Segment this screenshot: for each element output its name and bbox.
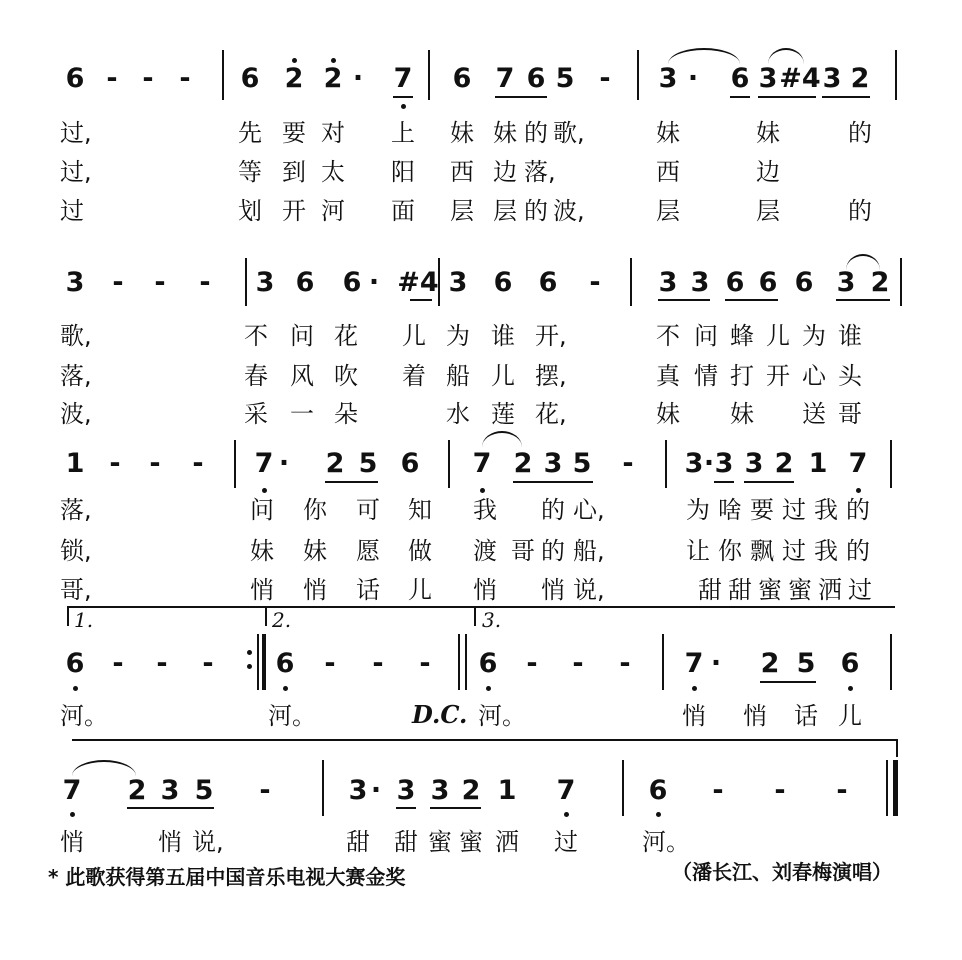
lyric: 情 bbox=[694, 362, 718, 390]
lyric: 要 bbox=[282, 119, 306, 147]
lyric: 锁, bbox=[60, 537, 92, 565]
note: 3 bbox=[160, 775, 180, 806]
lyric: 哥 bbox=[838, 400, 862, 428]
note: 6 bbox=[538, 267, 558, 298]
lyric: 话 bbox=[356, 576, 380, 604]
tie bbox=[668, 48, 740, 64]
lyric: 船 bbox=[446, 362, 470, 390]
lyric: 划 bbox=[238, 197, 262, 225]
lyric: 蜜 bbox=[758, 576, 782, 604]
note: 6 bbox=[400, 448, 420, 479]
lyric: 过 bbox=[782, 496, 806, 524]
note: 2 bbox=[850, 63, 870, 94]
note: · bbox=[710, 648, 722, 679]
note: - bbox=[372, 648, 384, 679]
note: - bbox=[589, 267, 601, 298]
lyric: 的 bbox=[846, 496, 870, 524]
underline bbox=[127, 807, 214, 809]
underline bbox=[822, 96, 870, 98]
lyric: 哥 bbox=[511, 537, 535, 565]
lyric: 先 bbox=[238, 119, 262, 147]
barline bbox=[900, 258, 902, 306]
repeat-dot bbox=[247, 664, 252, 669]
barline bbox=[222, 50, 224, 100]
lyric: 河。 bbox=[60, 702, 108, 730]
lyric: 问 bbox=[290, 322, 314, 350]
note: 6 bbox=[240, 63, 260, 94]
lyric: 悄 bbox=[60, 828, 84, 856]
note: - bbox=[142, 63, 154, 94]
note: · bbox=[368, 267, 380, 298]
lyric: 的 bbox=[848, 197, 872, 225]
note: - bbox=[324, 648, 336, 679]
octave-dot bbox=[856, 488, 861, 493]
note: 2 bbox=[513, 448, 533, 479]
barline bbox=[630, 258, 632, 306]
octave-dot bbox=[292, 58, 297, 63]
barline bbox=[893, 760, 898, 816]
lyric: 一 bbox=[290, 400, 314, 428]
lyric: 甜 bbox=[728, 576, 752, 604]
note: 6 bbox=[758, 267, 778, 298]
lyric: 妹 bbox=[756, 119, 780, 147]
note: 6 bbox=[725, 267, 745, 298]
lyric: 你 bbox=[718, 537, 742, 565]
lyric: 话 bbox=[794, 702, 818, 730]
award-note: * 此歌获得第五届中国音乐电视大赛金奖 bbox=[48, 865, 406, 889]
lyric: 歌, bbox=[60, 322, 92, 350]
lyric: 阳 bbox=[391, 158, 415, 186]
lyric: 开 bbox=[282, 197, 306, 225]
barline bbox=[622, 760, 624, 816]
underline bbox=[758, 96, 816, 98]
note: 7 bbox=[472, 448, 492, 479]
lyric: 层 bbox=[493, 197, 517, 225]
underline bbox=[760, 681, 816, 683]
note: #4 bbox=[779, 63, 821, 94]
lyric: 着 bbox=[402, 362, 426, 390]
lyric: 层 bbox=[656, 197, 680, 225]
note: #4 bbox=[397, 267, 439, 298]
lyric: 送 bbox=[802, 400, 826, 428]
underline bbox=[325, 481, 378, 483]
lyric: 过 bbox=[60, 197, 84, 225]
note: - bbox=[774, 775, 786, 806]
lyric: 飘 bbox=[750, 537, 774, 565]
note: 6 bbox=[730, 63, 750, 94]
note: 2 bbox=[325, 448, 345, 479]
note: 3 bbox=[822, 63, 842, 94]
barline bbox=[428, 50, 430, 100]
lyric: 水 bbox=[446, 400, 470, 428]
lyric: 妹 bbox=[730, 400, 754, 428]
octave-dot bbox=[73, 686, 78, 691]
barline bbox=[890, 440, 892, 488]
repeat-dot bbox=[247, 650, 252, 655]
lyric: 悄 bbox=[682, 702, 706, 730]
note: 1 bbox=[497, 775, 517, 806]
note: - bbox=[199, 267, 211, 298]
barline bbox=[662, 634, 664, 690]
note: 5 bbox=[194, 775, 214, 806]
note: · bbox=[278, 448, 290, 479]
barline bbox=[262, 634, 266, 690]
note: 3 bbox=[836, 267, 856, 298]
lyric: 我 bbox=[473, 496, 497, 524]
underline bbox=[513, 481, 593, 483]
note: - bbox=[599, 63, 611, 94]
note: 3 bbox=[543, 448, 563, 479]
octave-dot bbox=[692, 686, 697, 691]
lyric: 过, bbox=[60, 119, 92, 147]
note: 2 bbox=[461, 775, 481, 806]
note: 7 bbox=[684, 648, 704, 679]
performers-credit: （潘长江、刘春梅演唱） bbox=[672, 860, 892, 884]
underline bbox=[725, 299, 778, 301]
lyric: 儿 bbox=[402, 322, 426, 350]
volta-bracket bbox=[67, 606, 895, 608]
octave-dot bbox=[401, 104, 406, 109]
lyric: 的 bbox=[541, 496, 565, 524]
tie bbox=[768, 48, 804, 64]
note: - bbox=[179, 63, 191, 94]
lyric: 波, bbox=[60, 400, 92, 428]
lyric: 头 bbox=[838, 362, 862, 390]
note: 5 bbox=[572, 448, 592, 479]
note: 7 bbox=[393, 63, 413, 94]
lyric: 儿 bbox=[491, 362, 515, 390]
octave-dot bbox=[480, 488, 485, 493]
lyric: 到 bbox=[282, 158, 306, 186]
lyric: 蜜 bbox=[788, 576, 812, 604]
note: 7 bbox=[254, 448, 274, 479]
note: 2 bbox=[127, 775, 147, 806]
volta-bracket bbox=[72, 739, 898, 741]
lyric: 河 bbox=[321, 197, 345, 225]
lyric: 河。 bbox=[642, 828, 690, 856]
volta-bracket bbox=[896, 739, 898, 757]
note: 3 bbox=[744, 448, 764, 479]
note: 6 bbox=[840, 648, 860, 679]
lyric: 心 bbox=[802, 362, 826, 390]
note: 3 bbox=[430, 775, 450, 806]
lyric: 悄 bbox=[158, 828, 182, 856]
underline bbox=[744, 481, 794, 483]
note: 2 bbox=[760, 648, 780, 679]
lyric: 的 bbox=[846, 537, 870, 565]
note: 3 bbox=[758, 63, 778, 94]
lyric: 真 bbox=[656, 362, 680, 390]
lyric: 风 bbox=[290, 362, 314, 390]
note: - bbox=[156, 648, 168, 679]
lyric: 洒 bbox=[495, 828, 519, 856]
note: - bbox=[106, 63, 118, 94]
lyric: 悄 bbox=[250, 576, 274, 604]
note: 1 bbox=[808, 448, 828, 479]
lyric: 说, bbox=[192, 828, 224, 856]
note: - bbox=[112, 267, 124, 298]
note: 3 bbox=[658, 63, 678, 94]
lyric: 洒 bbox=[818, 576, 842, 604]
lyric: 不 bbox=[656, 322, 680, 350]
note: - bbox=[622, 448, 634, 479]
lyric: 我 bbox=[814, 537, 838, 565]
barline bbox=[890, 634, 892, 690]
note: 6 bbox=[648, 775, 668, 806]
lyric: 谁 bbox=[838, 322, 862, 350]
lyric: 开 bbox=[766, 362, 790, 390]
note: 6 bbox=[794, 267, 814, 298]
note: 3 bbox=[65, 267, 85, 298]
lyric: 春 bbox=[244, 362, 268, 390]
lyric: 过 bbox=[554, 828, 578, 856]
lyric: 儿 bbox=[838, 702, 862, 730]
note: 2 bbox=[323, 63, 343, 94]
note: 6 bbox=[493, 267, 513, 298]
barline bbox=[448, 440, 450, 488]
note: - bbox=[419, 648, 431, 679]
note: 7 bbox=[556, 775, 576, 806]
barline bbox=[458, 634, 460, 690]
lyric: 不 bbox=[244, 322, 268, 350]
volta-bracket bbox=[474, 606, 476, 626]
note: 6 bbox=[478, 648, 498, 679]
lyric: 对 bbox=[321, 119, 345, 147]
note: 6 bbox=[452, 63, 472, 94]
lyric: 花 bbox=[334, 322, 358, 350]
lyric: 妹 bbox=[493, 119, 517, 147]
note: · bbox=[687, 63, 699, 94]
lyric: 知 bbox=[408, 496, 432, 524]
note: - bbox=[202, 648, 214, 679]
lyric: 甜 bbox=[698, 576, 722, 604]
da-capo-mark: D.C. bbox=[412, 700, 468, 729]
lyric: 可 bbox=[356, 496, 380, 524]
note: 7 bbox=[848, 448, 868, 479]
note: 3 bbox=[714, 448, 734, 479]
underline bbox=[495, 96, 547, 98]
note: 5 bbox=[555, 63, 575, 94]
lyric: 开, bbox=[535, 322, 567, 350]
lyric: 边 bbox=[493, 158, 517, 186]
note: · bbox=[703, 448, 715, 479]
lyric: 妹 bbox=[250, 537, 274, 565]
lyric: 等 bbox=[238, 158, 262, 186]
underline bbox=[393, 96, 413, 98]
lyric: 吹 bbox=[334, 362, 358, 390]
octave-dot bbox=[848, 686, 853, 691]
note: - bbox=[149, 448, 161, 479]
barline bbox=[465, 634, 467, 690]
lyric: 过, bbox=[60, 158, 92, 186]
note: 3 bbox=[396, 775, 416, 806]
lyric: 过 bbox=[782, 537, 806, 565]
lyric: 西 bbox=[450, 158, 474, 186]
lyric: 说, bbox=[573, 576, 605, 604]
lyric: 歌, bbox=[553, 119, 585, 147]
note: - bbox=[192, 448, 204, 479]
underline bbox=[658, 299, 710, 301]
note: · bbox=[370, 775, 382, 806]
lyric: 悄 bbox=[743, 702, 767, 730]
lyric: 河。 bbox=[478, 702, 526, 730]
underline bbox=[836, 299, 890, 301]
note: 7 bbox=[495, 63, 515, 94]
note: - bbox=[712, 775, 724, 806]
lyric: 问 bbox=[694, 322, 718, 350]
lyric: 河。 bbox=[268, 702, 316, 730]
note: 3 bbox=[448, 267, 468, 298]
lyric: 悄 bbox=[541, 576, 565, 604]
lyric: 面 bbox=[391, 197, 415, 225]
lyric: 哥, bbox=[60, 576, 92, 604]
volta-bracket bbox=[67, 606, 69, 626]
lyric: 让 bbox=[686, 537, 710, 565]
barline bbox=[234, 440, 236, 488]
volta-bracket bbox=[265, 606, 267, 626]
lyric: 甜 bbox=[346, 828, 370, 856]
note: 6 bbox=[342, 267, 362, 298]
octave-dot bbox=[70, 812, 75, 817]
note: - bbox=[109, 448, 121, 479]
note: 1 bbox=[65, 448, 85, 479]
lyric: 落, bbox=[60, 496, 92, 524]
lyric: 莲 bbox=[491, 400, 515, 428]
lyric: 蜜 bbox=[428, 828, 452, 856]
lyric: 为 bbox=[446, 322, 470, 350]
lyric: 落, bbox=[60, 362, 92, 390]
barline bbox=[245, 258, 247, 306]
barline bbox=[886, 760, 888, 816]
lyric: 打 bbox=[730, 362, 754, 390]
note: 6 bbox=[65, 648, 85, 679]
barline bbox=[322, 760, 324, 816]
underline bbox=[714, 481, 734, 483]
lyric: 花, bbox=[535, 400, 567, 428]
note: 3 bbox=[348, 775, 368, 806]
lyric: 船, bbox=[573, 537, 605, 565]
lyric: 儿 bbox=[408, 576, 432, 604]
lyric: 太 bbox=[321, 158, 345, 186]
barline bbox=[895, 50, 897, 100]
lyric: 要 bbox=[750, 496, 774, 524]
lyric: 问 bbox=[250, 496, 274, 524]
underline bbox=[396, 807, 416, 809]
lyric: 的 bbox=[541, 537, 565, 565]
lyric: 为 bbox=[802, 322, 826, 350]
lyric: 做 bbox=[408, 537, 432, 565]
lyric: 的 bbox=[524, 197, 548, 225]
lyric: 我 bbox=[814, 496, 838, 524]
note: 6 bbox=[295, 267, 315, 298]
note: 3 bbox=[255, 267, 275, 298]
lyric: 蜜 bbox=[459, 828, 483, 856]
lyric: 为 bbox=[686, 496, 710, 524]
lyric: 朵 bbox=[334, 400, 358, 428]
lyric: 儿 bbox=[766, 322, 790, 350]
note: 5 bbox=[796, 648, 816, 679]
octave-dot bbox=[656, 812, 661, 817]
lyric: 层 bbox=[450, 197, 474, 225]
lyric: 过 bbox=[848, 576, 872, 604]
lyric: 采 bbox=[244, 400, 268, 428]
octave-dot bbox=[331, 58, 336, 63]
note: 2 bbox=[870, 267, 890, 298]
note: - bbox=[526, 648, 538, 679]
note: - bbox=[259, 775, 271, 806]
note: 7 bbox=[62, 775, 82, 806]
lyric: 妹 bbox=[656, 400, 680, 428]
tie bbox=[482, 431, 522, 447]
note: 3 bbox=[690, 267, 710, 298]
lyric: 波, bbox=[553, 197, 585, 225]
lyric: 边 bbox=[756, 158, 780, 186]
note: 6 bbox=[275, 648, 295, 679]
note: - bbox=[154, 267, 166, 298]
tie bbox=[846, 254, 880, 270]
note: 5 bbox=[358, 448, 378, 479]
lyric: 渡 bbox=[473, 537, 497, 565]
note: 3 bbox=[658, 267, 678, 298]
barline bbox=[257, 634, 259, 690]
underline bbox=[410, 299, 432, 301]
volta-label: 3. bbox=[482, 608, 502, 632]
volta-label: 2. bbox=[272, 608, 292, 632]
tie bbox=[72, 760, 136, 776]
lyric: 你 bbox=[303, 496, 327, 524]
octave-dot bbox=[486, 686, 491, 691]
lyric: 摆, bbox=[535, 362, 567, 390]
octave-dot bbox=[262, 488, 267, 493]
note: 6 bbox=[526, 63, 546, 94]
underline bbox=[730, 96, 750, 98]
lyric: 愿 bbox=[356, 537, 380, 565]
lyric: 的 bbox=[848, 119, 872, 147]
octave-dot bbox=[283, 686, 288, 691]
note: · bbox=[352, 63, 364, 94]
underline bbox=[430, 807, 481, 809]
lyric: 的 bbox=[524, 119, 548, 147]
lyric: 妹 bbox=[450, 119, 474, 147]
note: - bbox=[619, 648, 631, 679]
lyric: 西 bbox=[656, 158, 680, 186]
lyric: 蜂 bbox=[730, 322, 754, 350]
note: - bbox=[572, 648, 584, 679]
note: 2 bbox=[284, 63, 304, 94]
lyric: 悄 bbox=[303, 576, 327, 604]
barline bbox=[637, 50, 639, 100]
lyric: 妹 bbox=[303, 537, 327, 565]
lyric: 落, bbox=[524, 158, 556, 186]
lyric: 层 bbox=[756, 197, 780, 225]
note: 2 bbox=[774, 448, 794, 479]
octave-dot bbox=[564, 812, 569, 817]
lyric: 妹 bbox=[656, 119, 680, 147]
lyric: 谁 bbox=[491, 322, 515, 350]
volta-label: 1. bbox=[74, 608, 94, 632]
lyric: 心, bbox=[573, 496, 605, 524]
note: 3 bbox=[684, 448, 704, 479]
note: - bbox=[836, 775, 848, 806]
lyric: 啥 bbox=[718, 496, 742, 524]
note: - bbox=[112, 648, 124, 679]
barline bbox=[665, 440, 667, 488]
note: 6 bbox=[65, 63, 85, 94]
lyric: 上 bbox=[391, 119, 415, 147]
lyric: 甜 bbox=[394, 828, 418, 856]
lyric: 悄 bbox=[473, 576, 497, 604]
